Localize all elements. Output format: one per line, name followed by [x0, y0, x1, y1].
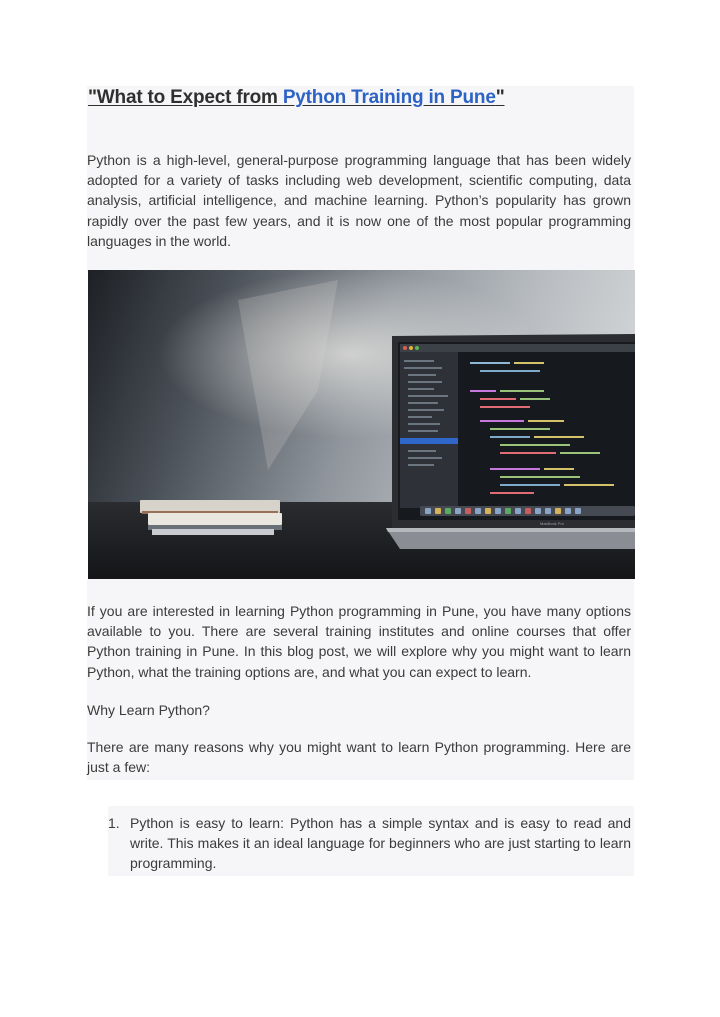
laptop-label: MacBook Pro — [540, 521, 565, 526]
intro-paragraph: Python is a high-level, general-purpose programming language that has been widely adopted for a variety of tasks including web development, scientific computing, data analysis, artificial intelligence, and machine learning. Python’s popularity has grown rapidly over the past few years, and it is now one of the most popular programming languages in the world. — [87, 152, 631, 249]
options-paragraph: If you are interested in learning Python programming in Pune, you have many options available to you. There are several training institutes and online courses that offer Python training in Pune. In this blog post, we will explore why you might want to learn Python, what the training options are, and what you can expect to learn. — [87, 603, 631, 680]
reasons-list — [108, 813, 631, 874]
list-item-number: 1. — [108, 815, 120, 831]
why-heading: Why Learn Python? — [87, 702, 210, 718]
title-prefix: "What to Expect from — [88, 87, 283, 108]
list-item-text: Python is easy to learn: Python has a simple syntax and is easy to read and write. This makes it an ideal language for beginners who are just starting to learn programming. — [130, 815, 631, 872]
reasons-intro-paragraph: There are many reasons why you might want to learn Python programming. Here are just a few: — [87, 739, 631, 776]
title-link[interactable]: Python Training in Pune — [282, 87, 496, 108]
page-title — [88, 87, 505, 109]
title-suffix: " — [495, 87, 505, 108]
list-item — [108, 813, 631, 874]
laptop-code-photo — [88, 270, 635, 579]
